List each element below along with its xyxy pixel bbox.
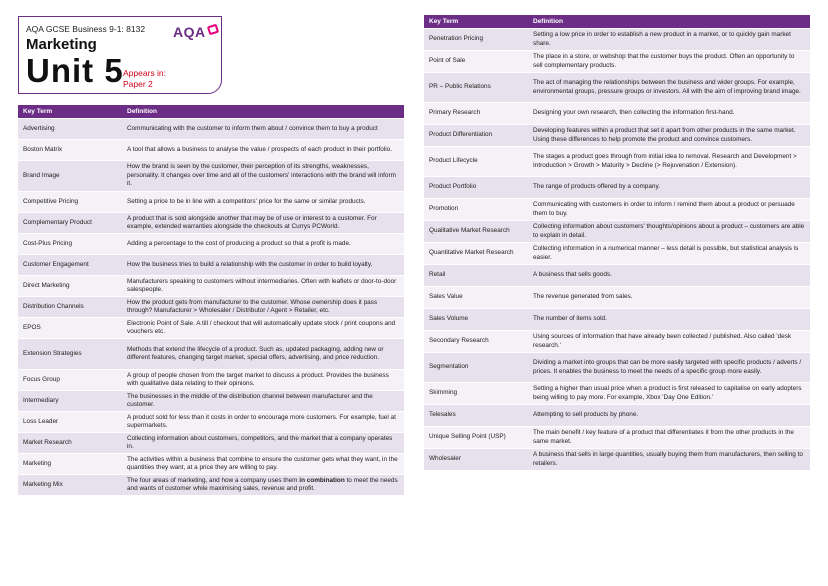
table-row: [18, 276, 404, 296]
definition-cell: Setting a price to be in line with a competitors' price for the same or similar products.: [122, 192, 404, 212]
table-row: [424, 309, 810, 330]
spec-code: AQA GCSE Business 9-1: 8132: [26, 24, 146, 34]
definition-cell: Communicating with the customer to inform them about / convince them to buy a product: [122, 119, 404, 139]
table-header-row: [18, 105, 404, 118]
term-cell: Direct Marketing: [18, 276, 122, 296]
table-row: [424, 287, 810, 308]
table-row: [424, 29, 810, 50]
term-cell: Sales Volume: [424, 309, 528, 330]
definition-text: to meet the needs and wants of customer while maximising sales, revenue and profit.: [127, 476, 398, 492]
term-cell: Focus Group: [18, 370, 122, 390]
table-row: [424, 331, 810, 352]
definition-cell: The range of products offered by a company.: [528, 177, 810, 198]
definition-cell: The revenue generated from sales.: [528, 287, 810, 308]
table-row: [18, 140, 404, 160]
definition-cell: Methods that extend the lifecycle of a product. Such as, updated packaging, adding new or different features, changing target market, special offers, advertising, and price reduction.: [122, 339, 404, 369]
table-row: [18, 339, 404, 369]
term-cell: Marketing: [18, 454, 122, 474]
table-row: [424, 73, 810, 102]
term-cell: Skimming: [424, 383, 528, 404]
aqa-logo: [173, 23, 218, 41]
term-cell: Sales Value: [424, 287, 528, 308]
definition-cell: A business that sells goods.: [528, 265, 810, 286]
definition-cell: Collecting information in a numerical manner – less detail is possible, but statistical analysis is easier.: [528, 243, 810, 264]
table-row: [18, 370, 404, 390]
term-cell: Competitive Pricing: [18, 192, 122, 212]
definition-cell: How the product gets from manufacturer to the customer. Whose ownership does it pass through? Manufacturer > Wholesaler / Distributor / Agent > Retailer, etc.: [122, 297, 404, 317]
definition-cell: The place in a store, or webshop that the customer buys the product. Often an opportunity to sell complementary products.: [528, 51, 810, 72]
term-cell: Segmentation: [424, 353, 528, 382]
definition-cell: The stages a product goes through from initial idea to removal. Research and Development > Introduction > Growth > Maturity > Decline (> Rejuvenation / Extension).: [528, 147, 810, 176]
table-row: [18, 412, 404, 432]
aqa-logo-text: AQA: [173, 24, 206, 40]
term-cell: Extension Strategies: [18, 339, 122, 369]
definition-cell: A product sold for less than it costs in order to encourage more customers. For example, fuel at supermarkets.: [122, 412, 404, 432]
appears-in-label: Appears in:: [123, 68, 166, 78]
table-row: [424, 51, 810, 72]
definition-cell: Dividing a market into groups that can be more easily targeted with specific products / adverts / prices. It enables the business to meet the needs of a specific group more easily.: [528, 353, 810, 382]
definition-cell: Electronic Point of Sale. A till / checkout that will automatically update stock / print coupons and vouchers etc.: [122, 318, 404, 338]
table-row: [424, 405, 810, 426]
term-cell: Product Differentiation: [424, 125, 528, 146]
definition-cell: How the brand is seen by the customer, their perception of its strengths, weaknesses, personality. It changes over time and all of the customers' interactions with the brand will inform it.: [122, 161, 404, 191]
table-row: [424, 243, 810, 264]
term-cell: Qualitative Market Research: [424, 221, 528, 242]
term-cell: Wholesaler: [424, 449, 528, 470]
definition-cell: [122, 475, 404, 495]
table-row: [424, 147, 810, 176]
definition-cell: A tool that allows a business to analyse the value / prospects of each product in their portfolio.: [122, 140, 404, 160]
glossary-table-right: [424, 14, 810, 471]
table-row: [18, 433, 404, 453]
header-definition: Definition: [528, 15, 810, 28]
term-cell: Secondary Research: [424, 331, 528, 352]
title-card: [18, 16, 222, 94]
glossary-table-left: [18, 104, 404, 496]
definition-cell: A group of people chosen from the target market to discuss a product. Provides the business with qualitative data relating to their opinions.: [122, 370, 404, 390]
table-row: [424, 125, 810, 146]
table-row: [18, 454, 404, 474]
term-cell: Product Portfolio: [424, 177, 528, 198]
definition-cell: Manufacturers speaking to customers without intermediaries. Often with leaflets or door-to-door salespeople.: [122, 276, 404, 296]
definition-cell: The activities within a business that combine to ensure the customer gets what they want, in the quantities they want, at a price they are willing to pay.: [122, 454, 404, 474]
definition-cell: Collecting information about customers, competitors, and the market that a company operates in.: [122, 433, 404, 453]
definition-cell: Communicating with customers in order to inform / remind them about a product or persuade them to buy.: [528, 199, 810, 220]
term-cell: Penetration Pricing: [424, 29, 528, 50]
definition-cell: The businesses in the middle of the distribution channel between manufacturer and the customer.: [122, 391, 404, 411]
term-cell: Complementary Product: [18, 213, 122, 233]
term-cell: Retail: [424, 265, 528, 286]
definition-cell: The act of managing the relationships between the business and wider groups. For example, environmental groups, pressure groups or investors. All with the aim of improving brand image.: [528, 73, 810, 102]
table-row: [18, 192, 404, 212]
unit-label: Unit 5: [26, 52, 124, 89]
table-row: [424, 103, 810, 124]
header-key-term: Key Term: [18, 105, 122, 118]
definition-cell: A business that sells in large quantities, usually buying them from manufacturers, then selling to retailers.: [528, 449, 810, 470]
term-cell: EPOS: [18, 318, 122, 338]
table-row: [18, 391, 404, 411]
term-cell: Boston Matrix: [18, 140, 122, 160]
definition-emphasis: in combination: [299, 476, 345, 484]
definition-text: The four areas of marketing, and how a company uses them: [127, 476, 300, 484]
table-row: [424, 427, 810, 448]
definition-cell: The main benefit / key feature of a product that differentiates it from the other products in the same market.: [528, 427, 810, 448]
definition-cell: Setting a higher than usual price when a product is first released to capitalise on early adopters being willing to pay more. For example, Xbox 'Day One Edition.': [528, 383, 810, 404]
term-cell: Unique Selling Point (USP): [424, 427, 528, 448]
aqa-logo-mark-icon: [206, 23, 218, 35]
term-cell: Primary Research: [424, 103, 528, 124]
definition-cell: Adding a percentage to the cost of producing a product so that a profit is made.: [122, 234, 404, 254]
term-cell: Telesales: [424, 405, 528, 426]
term-cell: Intermediary: [18, 391, 122, 411]
appears-in-note: [123, 68, 166, 89]
definition-cell: Collecting information about customers' thoughts/opinions about a product – customers are able to explain in detail.: [528, 221, 810, 242]
term-cell: Brand Image: [18, 161, 122, 191]
definition-cell: The number of items sold.: [528, 309, 810, 330]
table-row: [18, 213, 404, 233]
table-row: [424, 353, 810, 382]
definition-cell: Using sources of information that have already been collected / published. Also called 'desk research.': [528, 331, 810, 352]
table-row: [424, 449, 810, 470]
term-cell: Distribution Channels: [18, 297, 122, 317]
definition-cell: Attempting to sell products by phone.: [528, 405, 810, 426]
table-row: [18, 161, 404, 191]
term-cell: Customer Engagement: [18, 255, 122, 275]
header-key-term: Key Term: [424, 15, 528, 28]
table-row: [18, 234, 404, 254]
definition-cell: Designing your own research, then collecting the information first-hand.: [528, 103, 810, 124]
term-cell: Advertising: [18, 119, 122, 139]
appears-in-paper: Paper 2: [123, 78, 153, 89]
term-cell: Market Research: [18, 433, 122, 453]
table-row: [424, 177, 810, 198]
table-row: [424, 199, 810, 220]
term-cell: Marketing Mix: [18, 475, 122, 495]
page-title: Marketing: [26, 36, 97, 53]
table-row: [18, 318, 404, 338]
table-row: [18, 475, 404, 495]
table-row: [18, 297, 404, 317]
definition-cell: Developing features within a product that set it apart from other products in the same market. Using these differences to help promote the product and convince customers.: [528, 125, 810, 146]
term-cell: Point of Sale: [424, 51, 528, 72]
table-row: [424, 383, 810, 404]
term-cell: Cost-Plus Pricing: [18, 234, 122, 254]
table-row: [18, 255, 404, 275]
definition-cell: How the business tries to build a relationship with the customer in order to build loyalty.: [122, 255, 404, 275]
term-cell: Quantitative Market Research: [424, 243, 528, 264]
table-row: [424, 265, 810, 286]
term-cell: Loss Leader: [18, 412, 122, 432]
header-definition: Definition: [122, 105, 404, 118]
table-header-row: [424, 15, 810, 28]
table-row: [18, 119, 404, 139]
term-cell: Promotion: [424, 199, 528, 220]
definition-cell: A product that is sold alongside another that may be of use or interest to a customer. For example, extended warranties alongside the checkouts at Currys PCWorld.: [122, 213, 404, 233]
table-row: [424, 221, 810, 242]
definition-cell: Setting a low price in order to establish a new product in a market, or to quickly gain market share.: [528, 29, 810, 50]
term-cell: PR – Public Relations: [424, 73, 528, 102]
term-cell: Product Lifecycle: [424, 147, 528, 176]
